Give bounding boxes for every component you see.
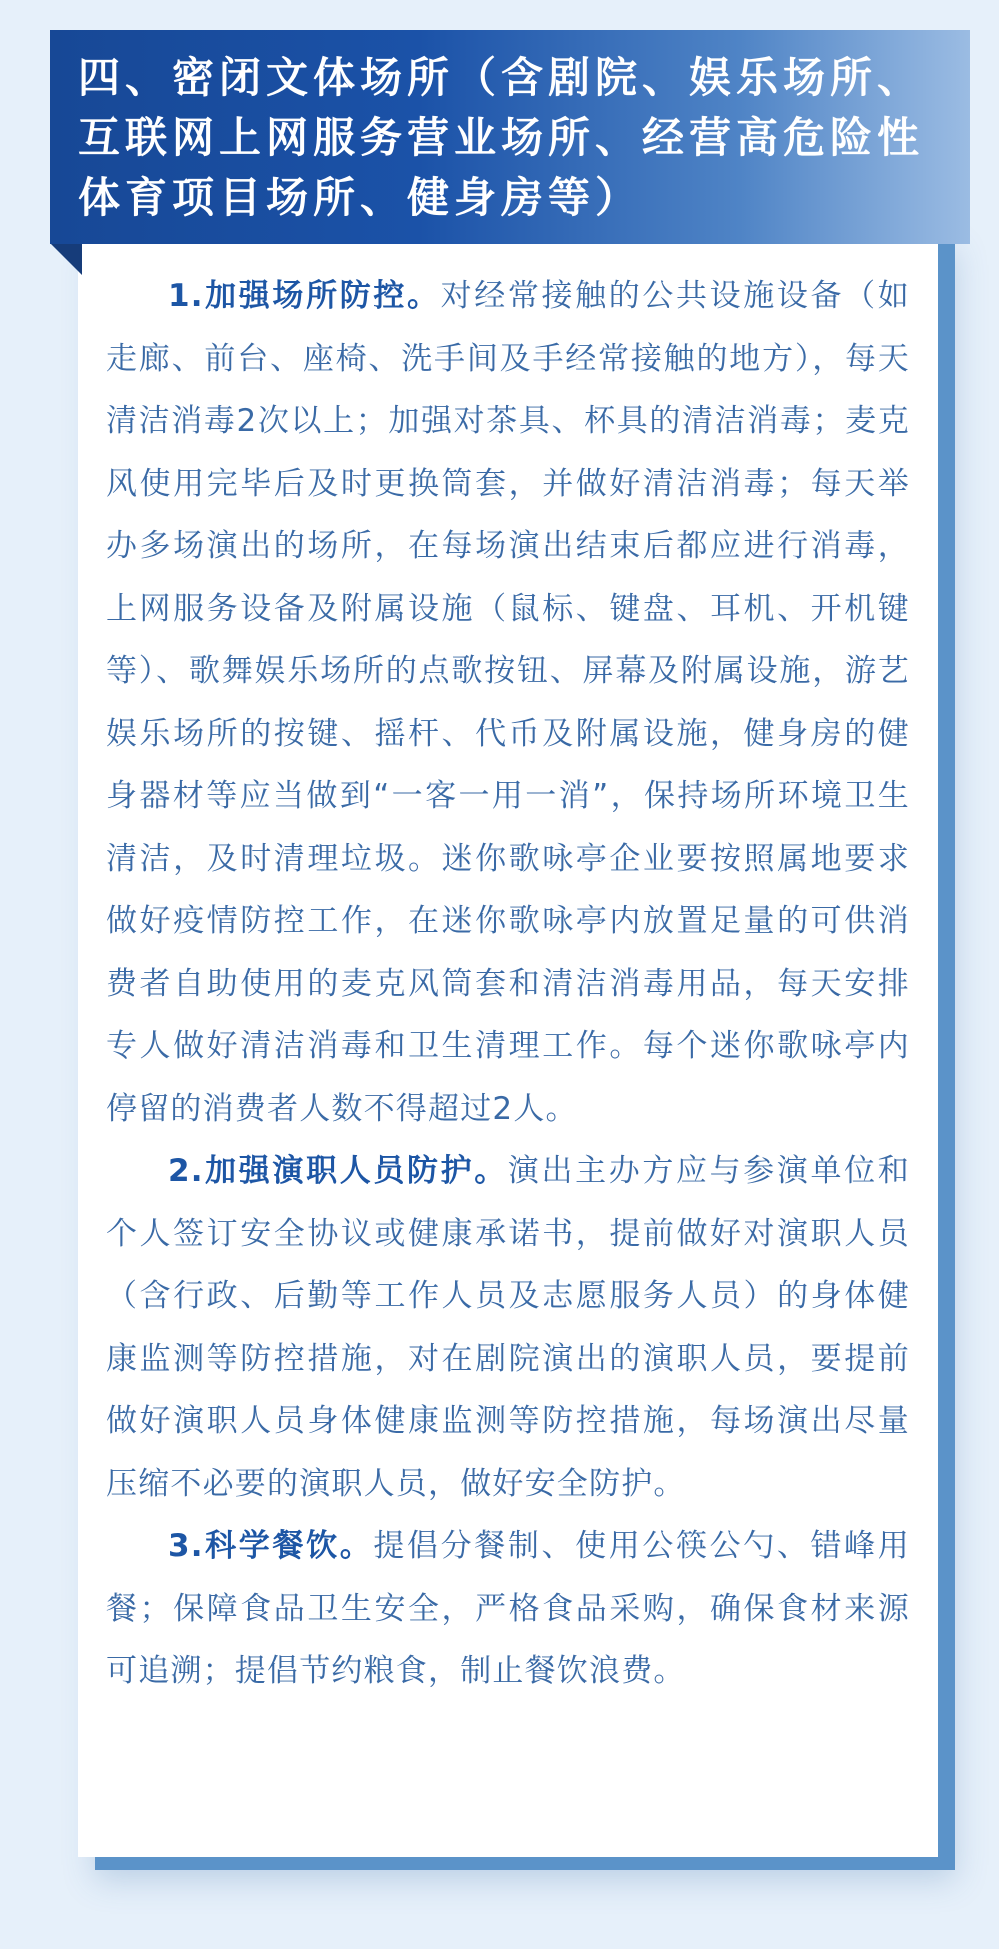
section-header <box>50 30 970 244</box>
paragraph-text: 提倡分餐制、使用公筷公勺、错峰用餐；保障食品卫生安全，严格食品采购，确保食材来源可追溯；提倡节约粮食，制止餐饮浪费。 <box>106 1528 911 1689</box>
article-body <box>106 265 910 1703</box>
paragraph-venue-prevention <box>106 265 910 1140</box>
paragraph-text: 演出主办方应与参演单位和个人签订安全协议或健康承诺书，提前做好对演职人员（含行政、后勤等工作人员及志愿服务人员）的身体健康监测等防控措施，对在剧院演出的演职人员，要提前做好演职人员身体健康监测等防控措施，每场演出尽量压缩不必要的演职人员，做好安全防护。 <box>106 1153 910 1502</box>
paragraph-heading: 2.加强演职人员防护。 <box>168 1153 508 1189</box>
header-fold-corner <box>50 243 82 275</box>
paragraph-text: 对经常接触的公共设施设备（如走廊、前台、座椅、洗手间及手经常接触的地方），每天清洁消毒2次以上；加强对茶具、杯具的清洁消毒；麦克风使用完毕后及时更换筒套，并做好清洁消毒；每天举办多场演出的场所，在每场演出结束后都应进行消毒，上网服务设备及附属设施（鼠标、键盘、耳机、开机键等）、歌舞娱乐场所的点歌按钮、屏幕及附属设施，游艺娱乐场所的按键、摇杆、代币及附属设施，健身房的健身器材等应当做到“一客一用一消”，保持场所环境卫生清洁，及时清理垃圾。迷你歌咏亭企业要按照属地要求做好疫情防控工作，在迷你歌咏亭内放置足量的可供消费者自助使用的麦克风筒套和清洁消毒用品，每天安排专人做好清洁消毒和卫生清理工作。每个迷你歌咏亭内停留的消费者人数不得超过2人。 <box>106 278 910 1127</box>
paragraph-dining <box>106 1515 910 1703</box>
paragraph-heading: 3.科学餐饮。 <box>168 1528 374 1564</box>
paragraph-heading: 1.加强场所防控。 <box>168 278 441 314</box>
section-title: 四、密闭文体场所（含剧院、娱乐场所、互联网上网服务营业场所、经营高危险性体育项目场所、健身房等） <box>78 53 925 222</box>
paragraph-performer-protection <box>106 1140 910 1515</box>
